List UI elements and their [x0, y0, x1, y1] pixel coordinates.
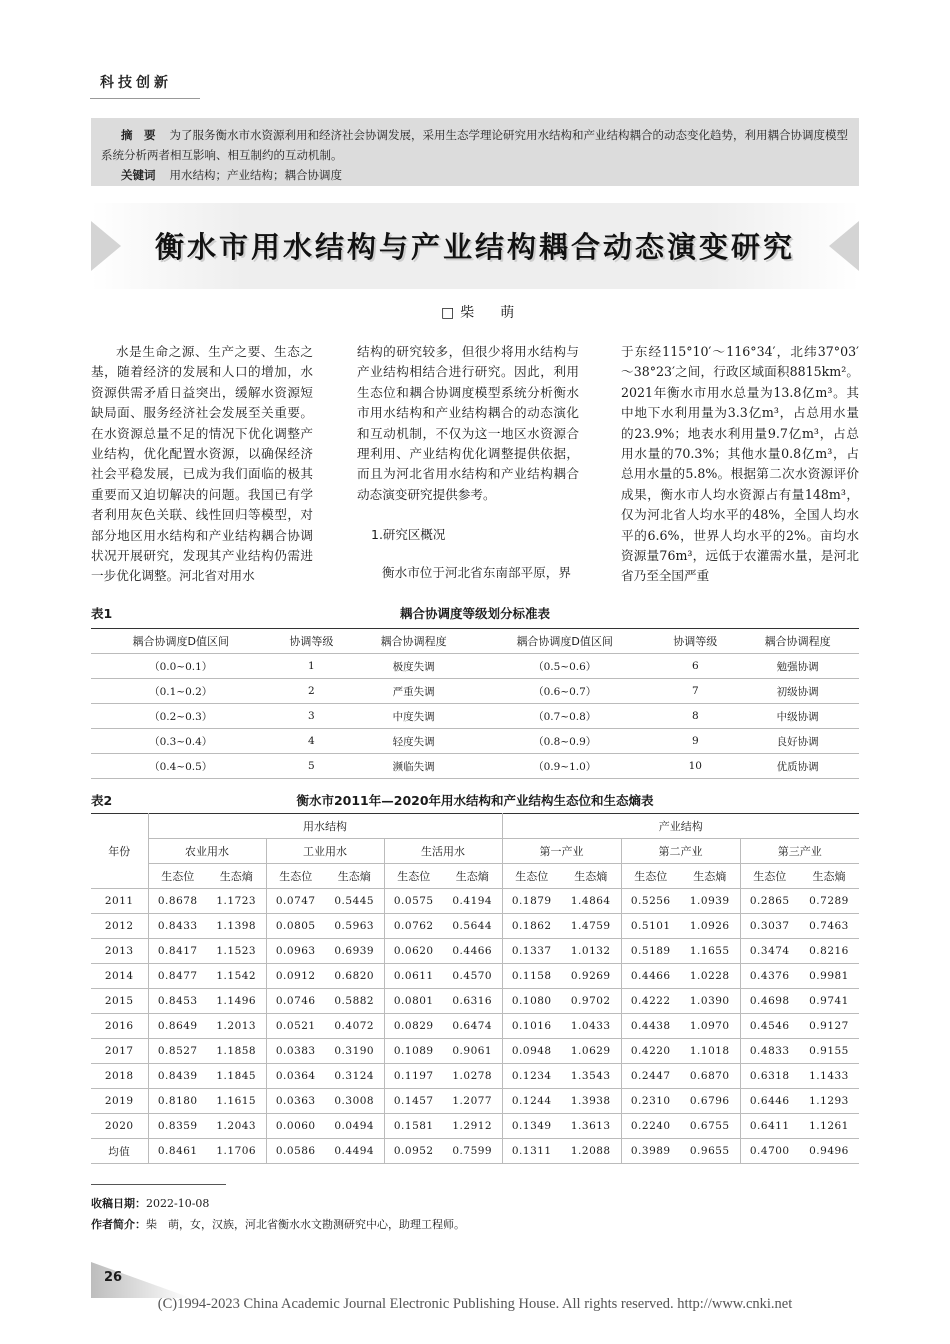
table2-cell: 1.2912 [443, 1114, 502, 1139]
table2-cell: 1.2043 [207, 1114, 266, 1139]
table2-row [91, 1089, 859, 1114]
table1-cell: 3 [270, 704, 352, 729]
table2-cell: 0.5189 [621, 939, 680, 964]
table1-cell: （0.5~0.6） [475, 654, 654, 679]
table1-cell: （0.0~0.1） [91, 654, 270, 679]
table2-metric-entropy: 生态熵 [325, 864, 384, 889]
table2-cell: 1.1655 [680, 939, 740, 964]
table2-cell: 0.4700 [740, 1139, 799, 1164]
table2-cell: 0.5101 [621, 914, 680, 939]
table2-row [91, 1139, 859, 1164]
table1-cell: （0.8~0.9） [475, 729, 654, 754]
table2-cell: 0.1879 [502, 889, 561, 914]
table2-cell: 0.4438 [621, 1014, 680, 1039]
table2-cell: 0.1349 [502, 1114, 561, 1139]
table2-cell: 0.8359 [148, 1114, 207, 1139]
table2-cell: 0.4376 [740, 964, 799, 989]
table2-cell: 0.4466 [621, 964, 680, 989]
table1-header-cell: 协调等级 [270, 629, 352, 654]
table2-row [91, 989, 859, 1014]
table2-cell: 0.8216 [799, 939, 859, 964]
table1-caption: 耦合协调度等级划分标准表 [399, 606, 550, 621]
table2-cell: 0.0494 [325, 1114, 384, 1139]
table1-cell: 初级协调 [736, 679, 859, 704]
table2-cell: 0.1244 [502, 1089, 561, 1114]
table1-cell: （0.3~0.4） [91, 729, 270, 754]
table2-cell: 0.0829 [384, 1014, 443, 1039]
table2-cell: 均值 [91, 1139, 148, 1164]
table2-cell: 0.0747 [266, 889, 325, 914]
table2-cell: 0.9127 [799, 1014, 859, 1039]
table2-cell: 1.1496 [207, 989, 266, 1014]
table1-header-cell: 耦合协调程度 [736, 629, 859, 654]
table2-cell: 0.0948 [502, 1039, 561, 1064]
table2-cell: 0.0620 [384, 939, 443, 964]
table2-cell: 0.1337 [502, 939, 561, 964]
table2-cell: 2019 [91, 1089, 148, 1114]
keywords-label: 关键词 [121, 168, 156, 182]
table2-cell: 1.1261 [799, 1114, 859, 1139]
table2-cell: 0.4072 [325, 1014, 384, 1039]
body-paragraph: 水是生命之源、生产之要、生态之基，随着经济的发展和人口的增加，水资源供需矛盾日益突出，缓解水资源短缺局面、服务经济社会发展至关重要。在水资源总量不足的情况下优化调整产业结构，优化配置水资源，以确保经济社会平稳发展，已成为我们面临的极其重要而又迫切解决的问题。我国已有学者利用灰色关联、线性回归等模型，对部分地区用水结构和产业结构耦合协调状况开展研究，发现其产业结构仍需进一步优化调整。河北省对用水 [91, 344, 313, 584]
table2-cell: 1.0939 [680, 889, 740, 914]
table2-cell: 0.6796 [680, 1089, 740, 1114]
table2-group-water: 用水结构 [148, 814, 502, 839]
author-bio-text: 柴 萌，女，汉族，河北省衡水水文勘测研究中心，助理工程师。 [146, 1218, 465, 1231]
table2-row [91, 1014, 859, 1039]
table2-cell: 1.1723 [207, 889, 266, 914]
table2-cell: 0.6474 [443, 1014, 502, 1039]
table2-cell: 0.8527 [148, 1039, 207, 1064]
table1-cell: 2 [270, 679, 352, 704]
received-label: 收稿日期： [91, 1197, 146, 1210]
footnote-divider [91, 1184, 226, 1185]
section-heading: 1.研究区概况 [371, 527, 446, 543]
body-column-3 [621, 342, 859, 587]
table2-cell: 0.1234 [502, 1064, 561, 1089]
table2-cell: 1.4759 [561, 914, 621, 939]
table2-cell: 0.1457 [384, 1089, 443, 1114]
table1-row [91, 729, 859, 754]
table2-cell: 0.3474 [740, 939, 799, 964]
table2-cell: 0.5644 [443, 914, 502, 939]
table2-cell: 0.8180 [148, 1089, 207, 1114]
table1-cell: 中级协调 [736, 704, 859, 729]
author-bio-label: 作者简介： [91, 1218, 146, 1231]
table2-cell: 1.2077 [443, 1089, 502, 1114]
abstract-box [91, 118, 859, 186]
table2-cell: 1.1398 [207, 914, 266, 939]
table2-cell: 0.7463 [799, 914, 859, 939]
table2-group-industry: 产业结构 [502, 814, 859, 839]
table2-cell: 1.0970 [680, 1014, 740, 1039]
table2-row [91, 889, 859, 914]
table2-cell: 0.1158 [502, 964, 561, 989]
table2-subgroup-header: 工业用水 [266, 839, 384, 864]
table2-cell: 1.0390 [680, 989, 740, 1014]
table2-cell: 1.0228 [680, 964, 740, 989]
table2-cell: 0.6411 [740, 1114, 799, 1139]
table2-cell: 2015 [91, 989, 148, 1014]
table1-cell: 勉强协调 [736, 654, 859, 679]
table2-cell: 0.0383 [266, 1039, 325, 1064]
table2-cell: 0.6446 [740, 1089, 799, 1114]
table2-cell: 1.0629 [561, 1039, 621, 1064]
table1-cell: 极度失调 [352, 654, 475, 679]
table2-cell: 0.0762 [384, 914, 443, 939]
table2-cell: 1.3543 [561, 1064, 621, 1089]
table1-row [91, 754, 859, 779]
table1-cell: 严重失调 [352, 679, 475, 704]
table2-cell: 0.3124 [325, 1064, 384, 1089]
table1-row [91, 704, 859, 729]
body-paragraph: 结构的研究较多，但很少将用水结构与产业结构相结合进行研究。因此，利用生态位和耦合协调度模型系统分析衡水市用水结构和产业结构耦合的动态演化和互动机制，不仅为这一地区水资源合理利用、产业结构优化调整提供依据，而且为河北省用水结构和产业结构耦合动态演变研究提供参考。 [357, 344, 579, 502]
table2-subgroup-header: 第三产业 [740, 839, 859, 864]
table2-row [91, 1064, 859, 1089]
table1-header-cell: 协调等级 [654, 629, 736, 654]
body-column-1 [91, 342, 313, 587]
table2-metric-position: 生态位 [148, 864, 207, 889]
table2-cell: 2017 [91, 1039, 148, 1064]
table2-cell: 0.9981 [799, 964, 859, 989]
table2-cell: 2013 [91, 939, 148, 964]
table2-number: 表2 [91, 793, 113, 808]
table1-header-cell: 耦合协调度D值区间 [91, 629, 270, 654]
table2-cell: 1.0433 [561, 1014, 621, 1039]
table1-cell: 良好协调 [736, 729, 859, 754]
author-name: □柴 萌 [441, 305, 521, 321]
table2-cell: 0.8439 [148, 1064, 207, 1089]
table2-row [91, 914, 859, 939]
table2-cell: 1.1018 [680, 1039, 740, 1064]
table2-cell: 1.1858 [207, 1039, 266, 1064]
table1-row [91, 679, 859, 704]
table2-cell: 0.4222 [621, 989, 680, 1014]
table2-subgroup-header: 农业用水 [148, 839, 266, 864]
table2-cell: 1.1615 [207, 1089, 266, 1114]
table2-cell: 0.5256 [621, 889, 680, 914]
table2-cell: 0.9269 [561, 964, 621, 989]
table2-cell: 0.1862 [502, 914, 561, 939]
table1-cell: 优质协调 [736, 754, 859, 779]
table2-cell: 0.4466 [443, 939, 502, 964]
table2-cell: 1.2088 [561, 1139, 621, 1164]
table2-cell: 2018 [91, 1064, 148, 1089]
table2-cell: 0.3037 [740, 914, 799, 939]
table2-cell: 0.0521 [266, 1014, 325, 1039]
table2-cell: 0.0363 [266, 1089, 325, 1114]
table2-cell: 0.5963 [325, 914, 384, 939]
table2-metric-entropy: 生态熵 [680, 864, 740, 889]
table1-cell: （0.9~1.0） [475, 754, 654, 779]
table2-metric-entropy: 生态熵 [799, 864, 859, 889]
section-tag-underline [90, 98, 200, 99]
table2-cell: 0.0746 [266, 989, 325, 1014]
table2-cell: 0.2865 [740, 889, 799, 914]
table2-cell: 0.4494 [325, 1139, 384, 1164]
table2-cell: 0.0912 [266, 964, 325, 989]
table2-cell: 0.3008 [325, 1089, 384, 1114]
table2-cell: 0.3190 [325, 1039, 384, 1064]
table2-cell: 0.8433 [148, 914, 207, 939]
table2-cell: 0.1016 [502, 1014, 561, 1039]
table2-metric-position: 生态位 [266, 864, 325, 889]
table1-cell: 7 [654, 679, 736, 704]
table2-cell: 0.0805 [266, 914, 325, 939]
table2-subgroup-header: 第二产业 [621, 839, 740, 864]
table2-cell: 1.0132 [561, 939, 621, 964]
table2-cell: 0.0586 [266, 1139, 325, 1164]
table1-cell: 10 [654, 754, 736, 779]
table2-metric-position: 生态位 [740, 864, 799, 889]
table2-cell: 0.0801 [384, 989, 443, 1014]
table2-cell: 0.1197 [384, 1064, 443, 1089]
abstract-text: 为了服务衡水市水资源利用和经济社会协调发展，采用生态学理论研究用水结构和产业结构耦合的动态变化趋势，利用耦合协调度模型系统分析两者相互影响、相互制约的互动机制。 [101, 128, 848, 162]
table1-cell: 6 [654, 654, 736, 679]
table2-cell: 0.6939 [325, 939, 384, 964]
table2-cell: 1.3613 [561, 1114, 621, 1139]
table2-cell: 0.8649 [148, 1014, 207, 1039]
table2-metric-position: 生态位 [621, 864, 680, 889]
author-bio [91, 1216, 465, 1232]
table2-cell: 0.2310 [621, 1089, 680, 1114]
table2-cell: 0.6820 [325, 964, 384, 989]
table2-cell: 1.1433 [799, 1064, 859, 1089]
table2-cell: 1.3938 [561, 1089, 621, 1114]
table2-cell: 0.1089 [384, 1039, 443, 1064]
table2-cell: 0.4194 [443, 889, 502, 914]
table2-cell: 0.9496 [799, 1139, 859, 1164]
table2-cell: 0.2240 [621, 1114, 680, 1139]
table2-cell: 0.1311 [502, 1139, 561, 1164]
table2-cell: 1.1542 [207, 964, 266, 989]
table2-cell: 1.1293 [799, 1089, 859, 1114]
table2-metric-entropy: 生态熵 [207, 864, 266, 889]
received-date [91, 1195, 209, 1211]
table2-cell: 0.9655 [680, 1139, 740, 1164]
table1-cell: （0.1~0.2） [91, 679, 270, 704]
abstract-label: 摘 要 [121, 128, 156, 142]
table2-cell: 0.0364 [266, 1064, 325, 1089]
table2-cell: 0.9061 [443, 1039, 502, 1064]
table2-cell: 0.0575 [384, 889, 443, 914]
table2-row [91, 1114, 859, 1139]
table2-cell: 0.4570 [443, 964, 502, 989]
table1-cell: 濒临失调 [352, 754, 475, 779]
table2-cell: 0.9702 [561, 989, 621, 1014]
table2-cell: 0.8453 [148, 989, 207, 1014]
table1-header-cell: 耦合协调程度 [352, 629, 475, 654]
table2-cell: 0.6870 [680, 1064, 740, 1089]
table1-cell: 9 [654, 729, 736, 754]
table2-cell: 1.0926 [680, 914, 740, 939]
table1-cell: 8 [654, 704, 736, 729]
table2-cell: 0.3989 [621, 1139, 680, 1164]
title-band [91, 203, 859, 289]
table1-cell: （0.2~0.3） [91, 704, 270, 729]
table2-cell: 0.9741 [799, 989, 859, 1014]
table2-cell: 0.2447 [621, 1064, 680, 1089]
table2-cell: 0.0963 [266, 939, 325, 964]
table1-cell: （0.4~0.5） [91, 754, 270, 779]
table2-cell: 0.8477 [148, 964, 207, 989]
table2-metric-entropy: 生态熵 [443, 864, 502, 889]
table2-cell: 2011 [91, 889, 148, 914]
table2-cell: 0.5882 [325, 989, 384, 1014]
table2-cell: 0.8417 [148, 939, 207, 964]
article-title: 衡水市用水结构与产业结构耦合动态演变研究 [154, 230, 795, 264]
table2-cell: 0.8678 [148, 889, 207, 914]
table2-cell: 1.4864 [561, 889, 621, 914]
table2-metric-entropy: 生态熵 [561, 864, 621, 889]
table2-cell: 0.9155 [799, 1039, 859, 1064]
table1-cell: 5 [270, 754, 352, 779]
table1-row [91, 654, 859, 679]
table2-subgroup-header: 生活用水 [384, 839, 502, 864]
table2-row [91, 1039, 859, 1064]
table2-cell: 1.1523 [207, 939, 266, 964]
table2-row [91, 964, 859, 989]
table2-cell: 1.1706 [207, 1139, 266, 1164]
page-number: 26 [104, 1270, 123, 1285]
table1-header-cell: 耦合协调度D值区间 [475, 629, 654, 654]
table2-cell: 2012 [91, 914, 148, 939]
table2-cell: 0.7599 [443, 1139, 502, 1164]
table2-cell: 2014 [91, 964, 148, 989]
table1 [91, 628, 859, 779]
body-paragraph: 衡水市位于河北省东南部平原，界 [382, 564, 571, 580]
table1-cell: 中度失调 [352, 704, 475, 729]
table2-cell: 1.1845 [207, 1064, 266, 1089]
table2-cell: 0.4698 [740, 989, 799, 1014]
table2-metric-position: 生态位 [384, 864, 443, 889]
table2-row [91, 939, 859, 964]
table2-cell: 0.6755 [680, 1114, 740, 1139]
table2-cell: 0.0611 [384, 964, 443, 989]
table2-cell: 0.7289 [799, 889, 859, 914]
table1-cell: 1 [270, 654, 352, 679]
table2-cell: 1.0278 [443, 1064, 502, 1089]
table2-cell: 0.6318 [740, 1064, 799, 1089]
table1-cell: （0.6~0.7） [475, 679, 654, 704]
table2-cell: 0.1080 [502, 989, 561, 1014]
table2-cell: 0.8461 [148, 1139, 207, 1164]
table2-cell: 1.2013 [207, 1014, 266, 1039]
table2-cell: 0.4220 [621, 1039, 680, 1064]
table2-metric-position: 生态位 [502, 864, 561, 889]
section-tag: 科技创新 [100, 75, 172, 91]
table1-number: 表1 [91, 606, 113, 621]
table2 [91, 813, 859, 1164]
table2-cell: 0.5445 [325, 889, 384, 914]
table2-cell: 0.4546 [740, 1014, 799, 1039]
body-column-2 [357, 342, 579, 583]
table1-cell: 轻度失调 [352, 729, 475, 754]
table2-year-header: 年份 [91, 814, 148, 889]
table2-caption: 衡水市2011年—2020年用水结构和产业结构生态位和生态熵表 [296, 793, 654, 808]
table2-subgroup-header: 第一产业 [502, 839, 621, 864]
table1-cell: 4 [270, 729, 352, 754]
table1-cell: （0.7~0.8） [475, 704, 654, 729]
table2-cell: 0.0952 [384, 1139, 443, 1164]
copyright-footer: (C)1994-2023 China Academic Journal Electronic Publishing House. All rights reserved. http://www.cnki.net [157, 1296, 793, 1312]
table2-cell: 0.6316 [443, 989, 502, 1014]
received-value: 2022-10-08 [146, 1197, 210, 1210]
table2-cell: 2020 [91, 1114, 148, 1139]
table2-cell: 2016 [91, 1014, 148, 1039]
table2-cell: 0.4833 [740, 1039, 799, 1064]
table2-cell: 0.1581 [384, 1114, 443, 1139]
keywords-text: 用水结构；产业结构；耦合协调度 [169, 168, 342, 182]
table2-cell: 0.0060 [266, 1114, 325, 1139]
body-paragraph: 于东经115°10′～116°34′，北纬37°03′～38°23′之间，行政区域面积8815km²。2021年衡水市用水总量为13.8亿m³。其中地下水利用量为3.3亿m³，占总用水量的23.9%；地表水利用量9.7亿m³，占总用水量的70.3%；其他水量0.8亿m³，占总用水量的5.8%。根据第二次水资源评价成果，衡水市人均水资源占有量148m³，仅为河北省人均水平的48%，全国人均水平的6.6%，世界人均水平的2%。亩均水资源量76m³，远低于农灌需水量，是河北省乃至全国严重 [621, 344, 859, 584]
